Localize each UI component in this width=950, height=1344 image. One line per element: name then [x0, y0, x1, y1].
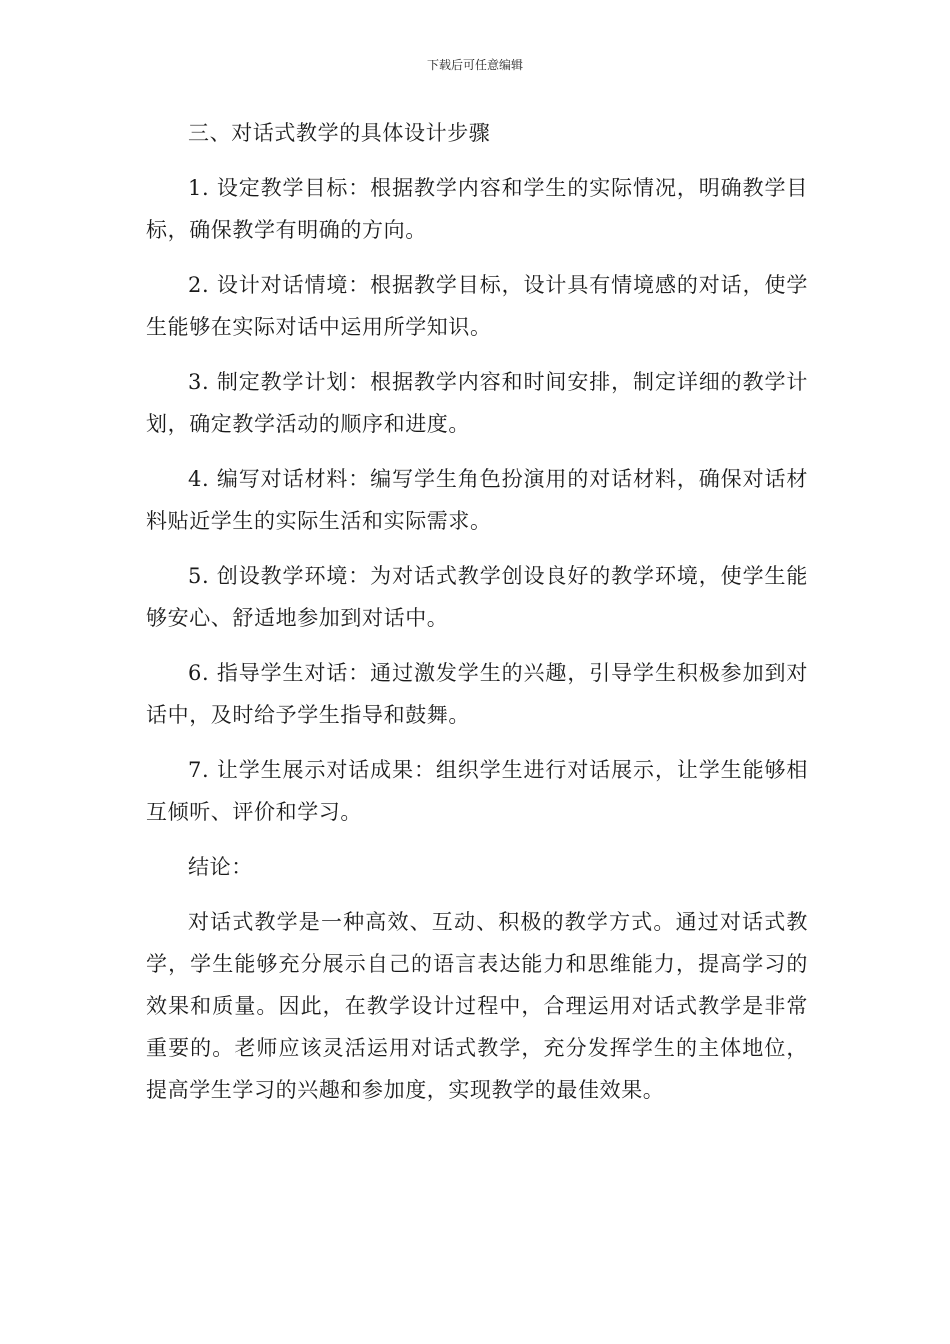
section-title: 三、对话式教学的具体设计步骤	[188, 121, 491, 145]
step-item: 2. 设计对话情境：根据教学目标，设计具有情境感的对话，使学生能够在实际对话中运用所学知识。	[146, 273, 808, 339]
page-header-note: 下载后可任意编辑	[426, 58, 523, 72]
step-item: 5. 创设教学环境：为对话式教学创设良好的教学环境，使学生能够安心、舒适地参加到对话中。	[146, 564, 808, 630]
step-item: 6. 指导学生对话：通过激发学生的兴趣，引导学生积极参加到对话中，及时给予学生指导和鼓舞。	[146, 661, 808, 727]
conclusion-heading: 结论：	[188, 855, 253, 879]
conclusion-paragraph: 对话式教学是一种高效、互动、积极的教学方式。通过对话式教学，学生能够充分展示自己的语言表达能力和思维能力，提高学习的效果和质量。因此，在教学设计过程中，合理运用对话式教学是非常重要的。老师应该灵活运用对话式教学，充分发挥学生的主体地位，提高学生学习的兴趣和参加度，实现教学的最佳效果。	[146, 910, 808, 1102]
step-item: 7. 让学生展示对话成果：组织学生进行对话展示，让学生能够相互倾听、评价和学习。	[146, 758, 808, 824]
step-item: 1. 设定教学目标：根据教学内容和学生的实际情况，明确教学目标，确保教学有明确的方向。	[146, 176, 808, 242]
document-body	[146, 112, 808, 1124]
step-item: 3. 制定教学计划：根据教学内容和时间安排，制定详细的教学计划，确定教学活动的顺序和进度。	[146, 370, 808, 436]
step-item: 4. 编写对话材料：编写学生角色扮演用的对话材料，确保对话材料贴近学生的实际生活和实际需求。	[146, 467, 808, 533]
